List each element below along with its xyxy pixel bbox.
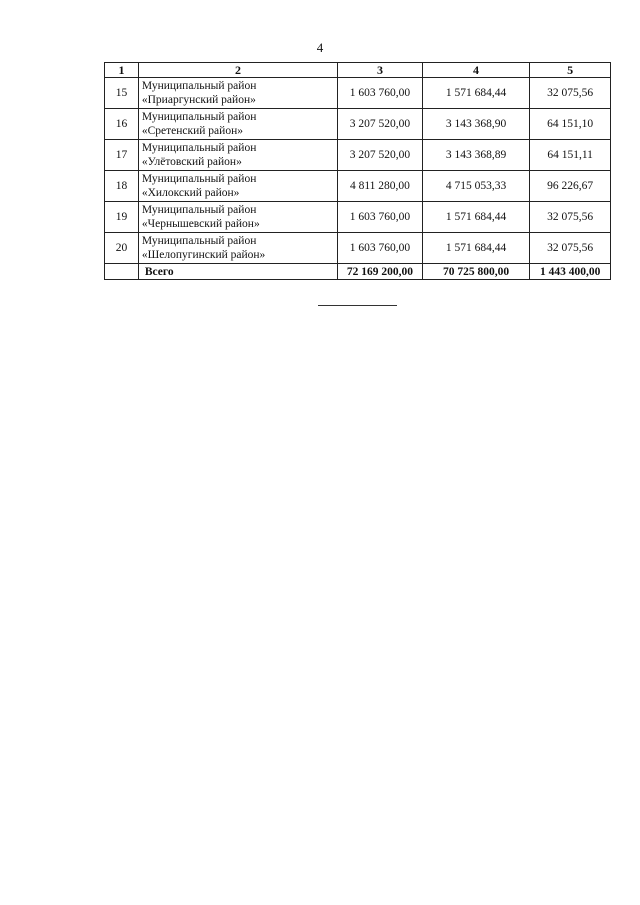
amount-col4: 1 571 684,44 <box>422 202 530 233</box>
closing-divider <box>318 305 397 306</box>
page-number: 4 <box>316 40 324 55</box>
total-row <box>105 264 611 280</box>
amount-col3: 4 811 280,00 <box>338 171 423 202</box>
amount-col3: 1 603 760,00 <box>338 202 423 233</box>
district-name-line1: Муниципальный район <box>141 80 257 92</box>
header-col-1: 1 <box>105 63 139 78</box>
amount-col4: 3 143 368,89 <box>422 140 530 171</box>
amount-col3: 3 207 520,00 <box>338 140 423 171</box>
district-name-line2: «Шелопугинский район» <box>141 249 266 261</box>
table-row <box>105 202 611 233</box>
district-name <box>138 233 337 264</box>
district-name <box>138 78 337 109</box>
amount-col5: 96 226,67 <box>530 171 611 202</box>
amount-col5: 32 075,56 <box>530 78 611 109</box>
district-name <box>138 171 337 202</box>
row-number: 17 <box>105 140 139 171</box>
row-number: 20 <box>105 233 139 264</box>
amount-col3: 1 603 760,00 <box>338 78 423 109</box>
district-name-line1: Муниципальный район <box>141 204 257 216</box>
district-name-line1: Муниципальный район <box>141 235 257 247</box>
district-name <box>138 140 337 171</box>
district-name-line2: «Чернышевский район» <box>141 218 260 230</box>
table-row <box>105 171 611 202</box>
district-name-line2: «Улётовский район» <box>141 156 242 168</box>
district-name-line1: Муниципальный район <box>141 142 257 154</box>
total-col3: 72 169 200,00 <box>338 264 423 280</box>
district-name <box>138 202 337 233</box>
amount-col4: 1 571 684,44 <box>422 233 530 264</box>
total-col5: 1 443 400,00 <box>530 264 611 280</box>
district-name-line1: Муниципальный район <box>141 111 257 123</box>
district-name-line2: «Сретенский район» <box>141 125 243 137</box>
amount-col5: 32 075,56 <box>530 202 611 233</box>
header-col-2: 2 <box>138 63 337 78</box>
table-row <box>105 140 611 171</box>
header-col-5: 5 <box>530 63 611 78</box>
district-name-line1: Муниципальный район <box>141 173 257 185</box>
amount-col4: 4 715 053,33 <box>422 171 530 202</box>
allocation-table <box>104 62 611 280</box>
header-col-4: 4 <box>422 63 530 78</box>
amount-col4: 3 143 368,90 <box>422 109 530 140</box>
district-name-line2: «Приаргунский район» <box>141 94 256 106</box>
amount-col3: 3 207 520,00 <box>338 109 423 140</box>
table-row <box>105 233 611 264</box>
table-header-row <box>105 63 611 78</box>
table-row <box>105 78 611 109</box>
amount-col5: 64 151,10 <box>530 109 611 140</box>
row-number: 19 <box>105 202 139 233</box>
amount-col3: 1 603 760,00 <box>338 233 423 264</box>
table-row <box>105 109 611 140</box>
row-number: 18 <box>105 171 139 202</box>
district-name-line2: «Хилокский район» <box>141 187 240 199</box>
total-col4: 70 725 800,00 <box>422 264 530 280</box>
amount-col4: 1 571 684,44 <box>422 78 530 109</box>
header-col-3: 3 <box>338 63 423 78</box>
row-number: 15 <box>105 78 139 109</box>
row-number: 16 <box>105 109 139 140</box>
district-name <box>138 109 337 140</box>
total-row-number <box>105 264 139 280</box>
amount-col5: 64 151,11 <box>530 140 611 171</box>
amount-col5: 32 075,56 <box>530 233 611 264</box>
total-label: Всего <box>138 264 337 280</box>
